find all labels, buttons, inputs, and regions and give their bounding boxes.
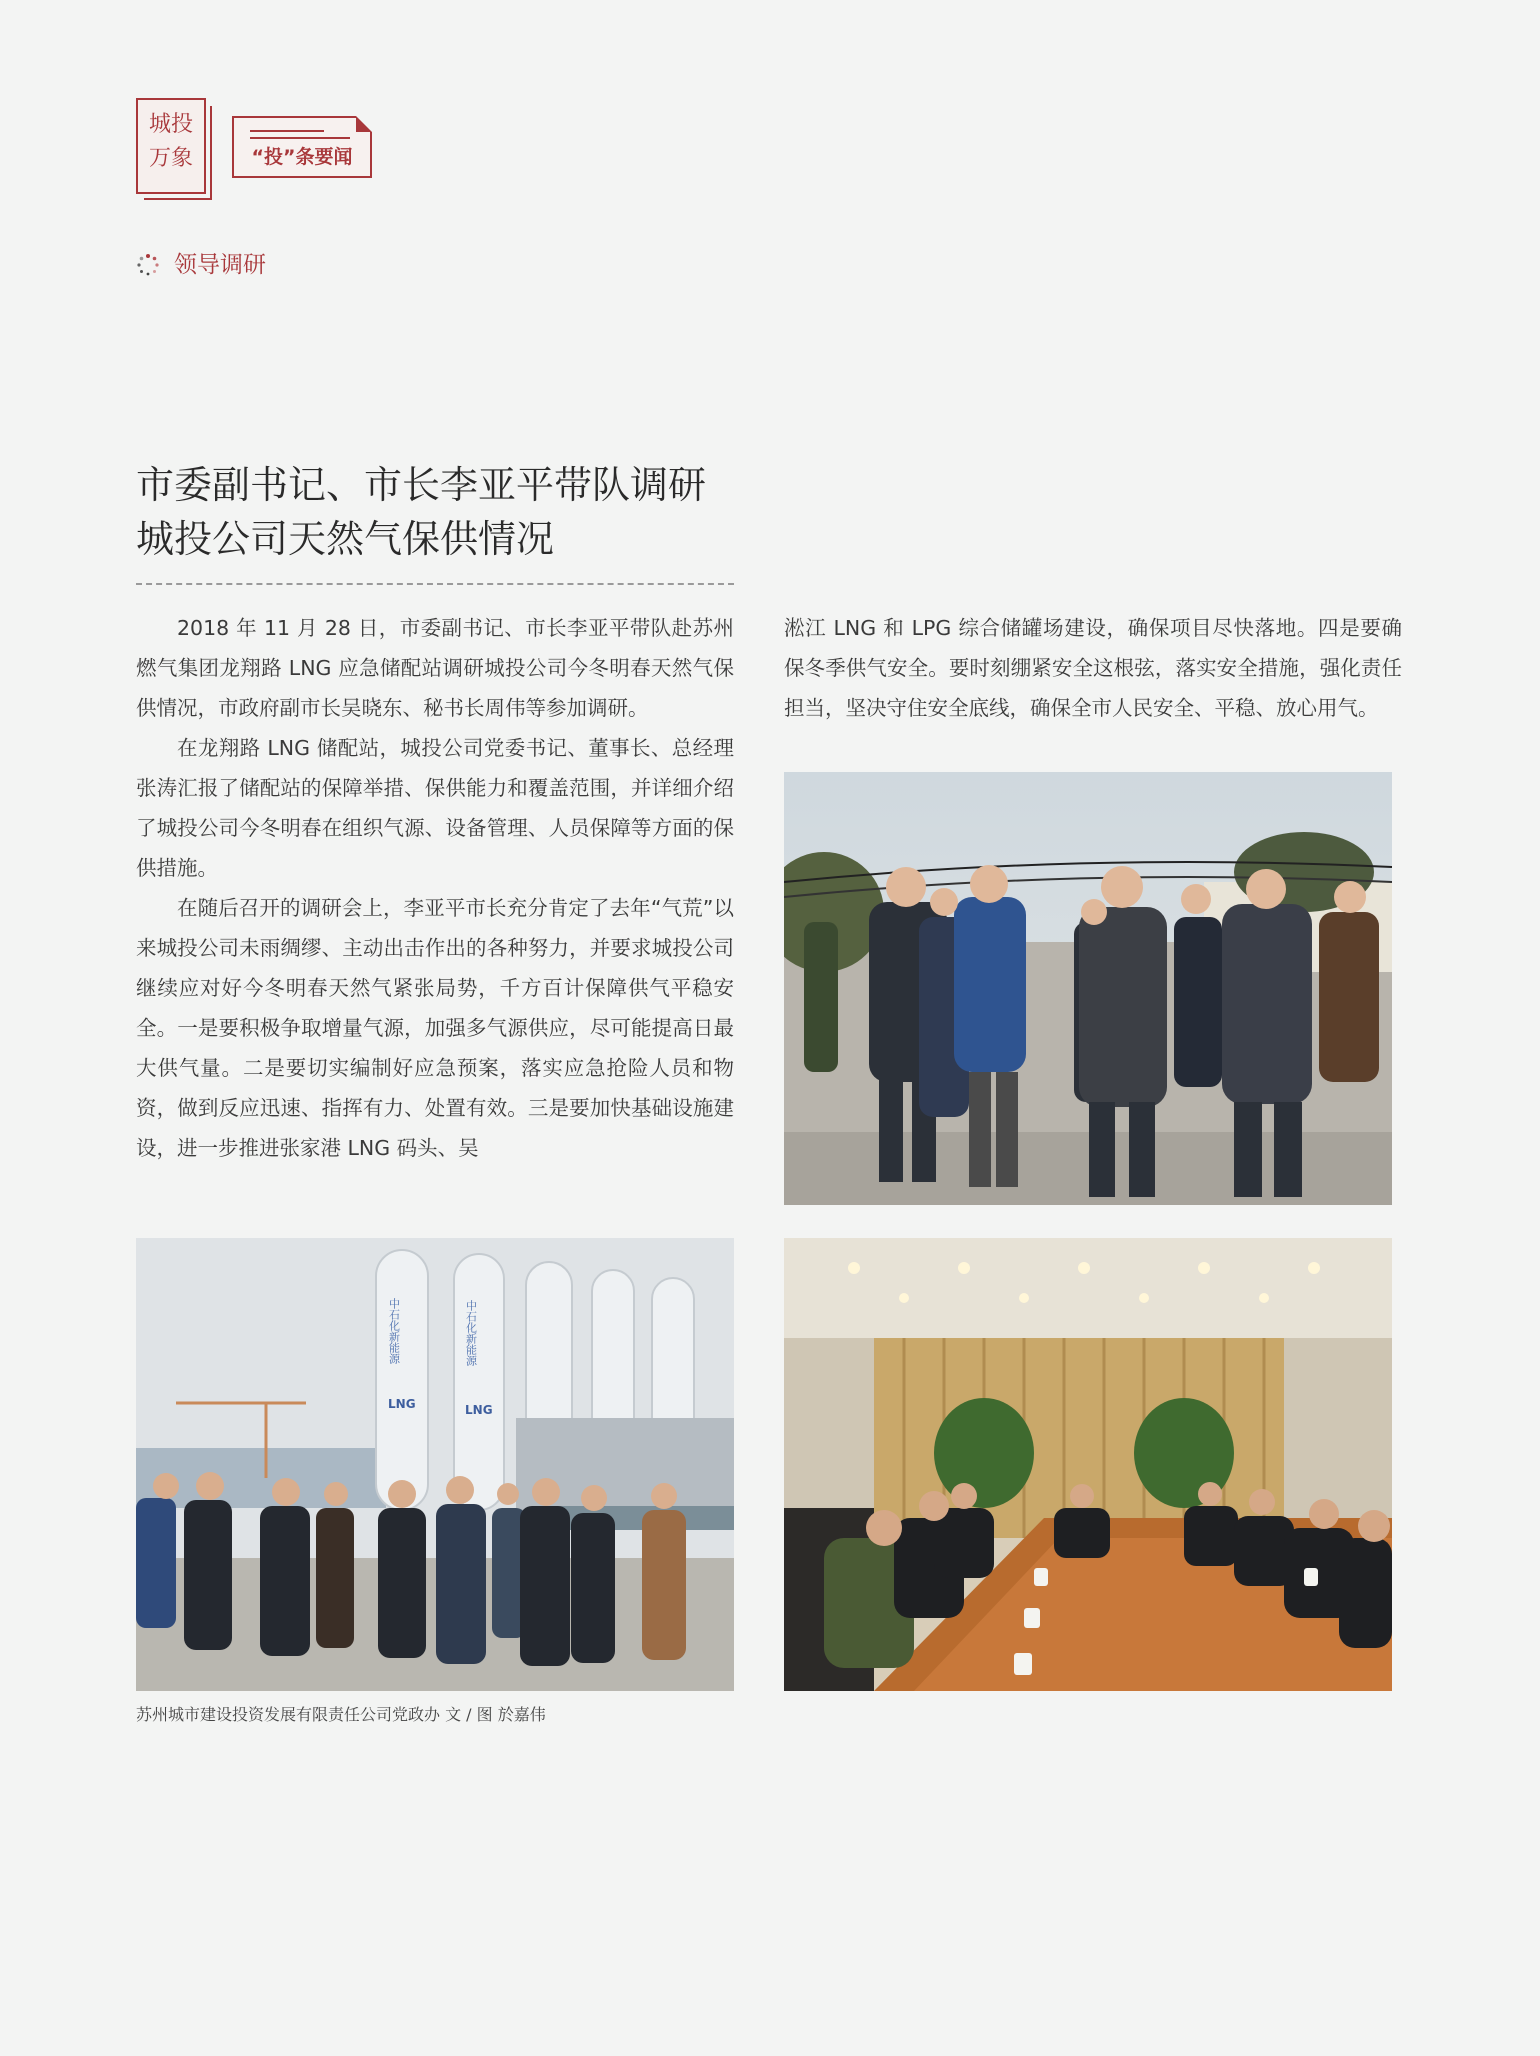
paragraph-1: 2018 年 11 月 28 日，市委副书记、市长李亚平带队赴苏州燃气集团龙翔路 LNG 应急储配站调研城投公司今冬明春天然气保供情况，市政府副市长吴晓东、秘书长周伟等参加调研。 [136, 616, 734, 720]
tank-label-2: 中石化新能源 [464, 1300, 478, 1366]
logo-text-line1: 城投 [148, 112, 193, 137]
article-title-line2: 城投公司天然气保供情况 [136, 517, 555, 561]
section-label: 领导调研 [174, 252, 266, 278]
tank-mark-2: LNG [465, 1403, 493, 1417]
spinner-dots-icon [136, 253, 160, 277]
title-divider [136, 583, 734, 585]
paragraph-2: 在龙翔路 LNG 储配站，城投公司党委书记、董事长、总经理张涛汇报了储配站的保障举措、保供能力和覆盖范围，并详细介绍了城投公司今冬明春在组织气源、设备管理、人员保障等方面的保供措施。 [136, 736, 734, 880]
article-body-right [784, 608, 1402, 728]
photo-meeting-room [784, 1238, 1392, 1691]
column-tag [232, 116, 372, 178]
paragraph-3: 在随后召开的调研会上，李亚平市长充分肯定了去年“气荒”以来城投公司未雨绸缪、主动出击作出的各种努力，并要求城投公司继续应对好今冬明春天然气紧张局势，千方百计保障供气平稳安全。一是要积极争取增量气源，加强多气源供应，尽可能提高日最大供气量。二是要切实编制好应急预案，落实应急抢险人员和物资，做到反应迅速、指挥有力、处置有效。三是要加快基础设施建设，进一步推进张家港 LNG 码头、吴 [136, 896, 734, 1160]
logo-text-line2: 万象 [148, 146, 193, 171]
paragraph-3-continued: 淞江 LNG 和 LPG 综合储罐场建设，确保项目尽快落地。四是要确保冬季供气安全。要时刻绷紧安全这根弦，落实安全措施，强化责任担当，坚决守住安全底线，确保全市人民安全、平稳、放心用气。 [784, 616, 1402, 720]
photo-lng-tanks [136, 1238, 734, 1691]
tank-mark-1: LNG [388, 1397, 416, 1411]
publication-logo [136, 98, 206, 194]
article-title [136, 458, 776, 566]
article-body-left [136, 608, 734, 1168]
tank-label-1: 中石化新能源 [387, 1298, 401, 1364]
photo-site-visit [784, 772, 1392, 1205]
column-tag-label: “投”条要闻 [251, 146, 353, 168]
photo-caption: 苏州城市建设投资发展有限责任公司党政办 文 / 图 於嘉伟 [136, 1705, 546, 1724]
article-title-line1: 市委副书记、市长李亚平带队调研 [136, 463, 707, 507]
